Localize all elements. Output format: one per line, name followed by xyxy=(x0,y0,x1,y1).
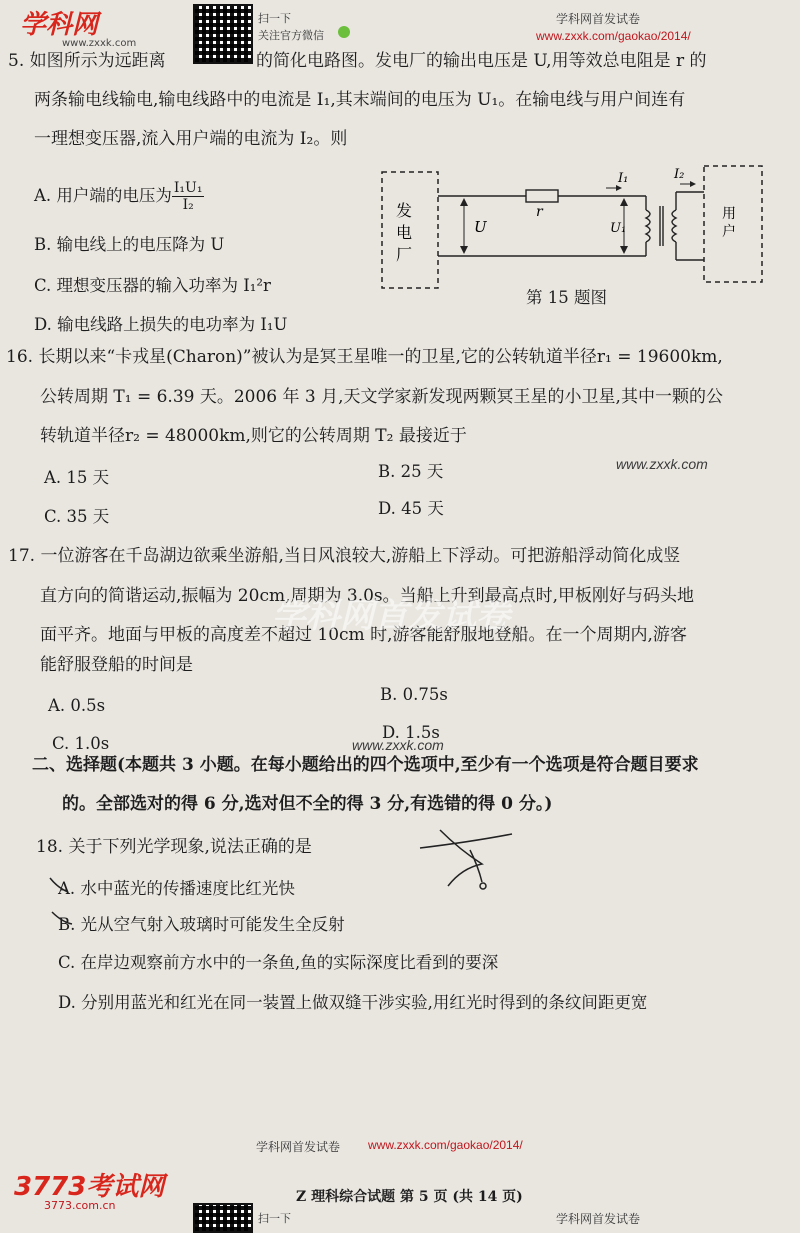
q15-figure-caption: 第 15 题图 xyxy=(526,288,607,307)
q15-option-a-fraction xyxy=(172,180,205,213)
q18-option-a: A. 水中蓝光的传播速度比红光快 xyxy=(58,879,295,898)
q15-option-b: B. 输电线上的电压降为 U xyxy=(34,235,225,254)
header-logo-sub: www.zxxk.com xyxy=(62,38,137,49)
watermark-url-2: www.zxxk.com xyxy=(352,737,444,753)
q17-option-c: C. 1.0s xyxy=(52,734,110,753)
footer-left-title: 学科网首发试卷 xyxy=(256,1140,341,1154)
q15-option-a-prefix: A. 用户端的电压为 xyxy=(34,186,172,205)
fig-plant-label-1: 发 xyxy=(396,201,413,220)
fig-plant-label-3: 厂 xyxy=(396,245,413,264)
header-right-title: 学科网首发试卷 xyxy=(556,12,641,26)
header-scan-text: 扫一下 xyxy=(258,12,291,25)
fig-label-U: U xyxy=(474,218,487,236)
q17-line1: 17. 一位游客在千岛湖边欲乘坐游船,当日风浪较大,游船上下浮动。可把游船浮动简化成竖 xyxy=(8,546,681,566)
fig-label-I2: I₂ xyxy=(674,167,685,182)
footer-qr-code-icon xyxy=(193,1203,253,1233)
q18-option-d: D. 分别用蓝光和红光在同一装置上做双缝干涉实验,用红光时得到的条纹间距更宽 xyxy=(58,993,648,1012)
footer-page-info: Z 理科综合试题 第 5 页 (共 14 页) xyxy=(296,1189,523,1205)
fig-user-label-2: 户 xyxy=(722,224,736,240)
q15-option-d: D. 输电线路上损失的电功率为 I₁U xyxy=(34,315,288,334)
q15-line2: 两条输电线输电,输电线路中的电流是 I₁,其末端间的电压为 U₁。在输电线与用户间连有 xyxy=(34,90,686,110)
q16-option-d: D. 45 天 xyxy=(378,499,444,518)
q16-option-a: A. 15 天 xyxy=(44,468,110,487)
header-follow-text: 关注官方微信 xyxy=(258,29,324,42)
resistor-r xyxy=(526,190,558,202)
footer-url: www.zxxk.com/gaokao/2014/ xyxy=(368,1138,523,1152)
q17-option-a: A. 0.5s xyxy=(48,696,106,715)
wechat-icon xyxy=(338,26,350,38)
q15-line1-end: 的简化电路图。发电厂的输出电压是 U,用等效总电阻是 r 的 xyxy=(256,51,707,71)
q17-line2: 直方向的简谐运动,振幅为 20cm,周期为 3.0s。当船上升到最高点时,甲板刚好与码头地 xyxy=(40,586,695,606)
q16-option-b: B. 25 天 xyxy=(378,462,444,481)
q16-line1: 16. 长期以来“卡戎星(Charon)”被认为是冥王星唯一的卫星,它的公转轨道半径r₁ = 19600km, xyxy=(6,347,723,367)
q16-line2: 公转周期 T₁ = 6.39 天。2006 年 3 月,天文学家新发现两颗冥王星的小卫星,其中一颗的公 xyxy=(40,387,723,407)
q18-line1: 18. 关于下列光学现象,说法正确的是 xyxy=(36,837,312,857)
fig-label-r: r xyxy=(536,204,543,220)
header-right-url: www.zxxk.com/gaokao/2014/ xyxy=(536,29,691,43)
q15-line3: 一理想变压器,流入用户端的电流为 I₂。则 xyxy=(34,129,348,149)
section2-line2: 的。全部选对的得 6 分,选对但不全的得 3 分,有选错的得 0 分。) xyxy=(62,794,553,814)
q15-option-c: C. 理想变压器的输入功率为 I₁²r xyxy=(34,276,271,295)
q17-option-b: B. 0.75s xyxy=(380,685,448,704)
q17-line3: 面平齐。地面与甲板的高度差不超过 10cm 时,游客能舒服地登船。在一个周期内,游客 xyxy=(40,625,687,645)
watermark-banner: 学科网首发试卷 xyxy=(272,596,510,636)
q15-option-a-num: I₁U₁ xyxy=(173,180,203,196)
secondary-coil xyxy=(672,210,676,242)
header-logo xyxy=(20,4,98,41)
q15-option-a-den: I₂ xyxy=(182,197,194,213)
q17-option-d: D. 1.5s xyxy=(382,723,440,742)
fig-label-U1: U₁ xyxy=(610,221,627,236)
q15-line1-start: 5. 如图所示为远距离 xyxy=(8,51,166,71)
footer-brand: 3773考试网 xyxy=(14,1172,165,1202)
qr-code-icon xyxy=(193,4,253,64)
footer-scan-text: 扫一下 xyxy=(258,1212,291,1225)
handwriting-marks xyxy=(30,820,550,940)
q18-option-b: B. 光从空气射入玻璃时可能发生全反射 xyxy=(58,915,345,934)
q18-option-c: C. 在岸边观察前方水中的一条鱼,鱼的实际深度比看到的要深 xyxy=(58,953,499,972)
fig-plant-label-2: 电 xyxy=(396,223,413,242)
watermark-url-1: www.zxxk.com xyxy=(616,456,708,472)
q16-line3: 转轨道半径r₂ = 48000km,则它的公转周期 T₂ 最接近于 xyxy=(40,426,467,446)
q16-option-c: C. 35 天 xyxy=(44,507,110,526)
q17-line4: 能舒服登船的时间是 xyxy=(40,655,193,675)
fig-user-label-1: 用 xyxy=(722,206,736,222)
footer-brand-url: 3773.com.cn xyxy=(44,1199,116,1212)
q15-option-a xyxy=(34,180,204,213)
footer-right-title: 学科网首发试卷 xyxy=(556,1212,641,1226)
logo-text: 学科网 xyxy=(20,10,99,40)
primary-coil xyxy=(646,210,650,242)
section2-line1: 二、选择题(本题共 3 小题。在每小题给出的四个选项中,至少有一个选项是符合题目要求 xyxy=(32,755,699,775)
fig-label-I1: I₁ xyxy=(618,171,629,186)
